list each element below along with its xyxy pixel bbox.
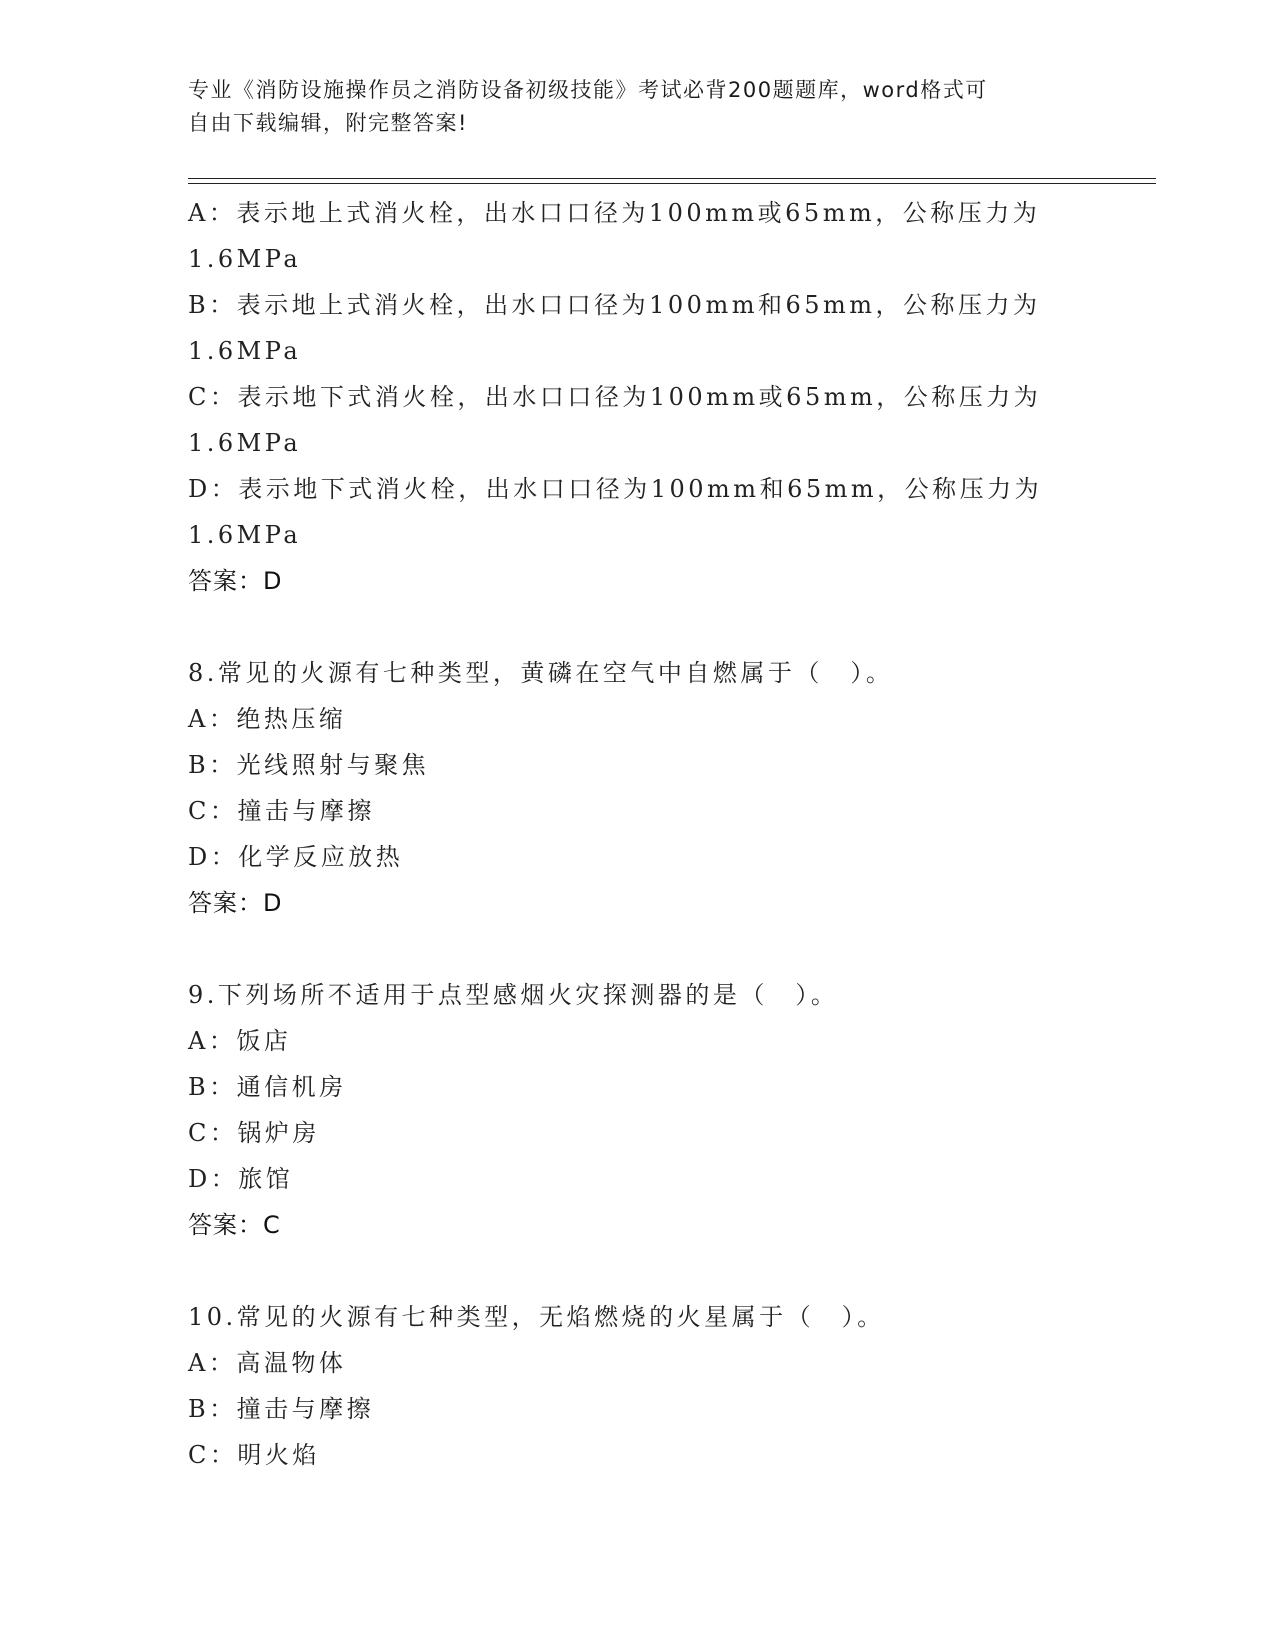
question-content: [188, 190, 1088, 1478]
question-7-block: [188, 190, 1088, 604]
q7-option-d-line-2: 1.6MPa: [188, 521, 302, 549]
q7-option-b-line-2: 1.6MPa: [188, 337, 302, 365]
q10-option-c: C：明火焰: [188, 1441, 320, 1469]
question-8-block: [188, 650, 1088, 926]
document-header: [188, 74, 1068, 140]
q7-option-d-line-1: D：表示地下式消火栓，出水口口径为100mm和65mm，公称压力为: [188, 475, 1043, 503]
q7-option-b-line-1: B：表示地上式消火栓，出水口口径为100mm和65mm，公称压力为: [188, 291, 1041, 319]
header-line-2: 自由下载编辑，附完整答案!: [188, 111, 468, 135]
q10-question: 10.常见的火源有七种类型，无焰燃烧的火星属于（ ）。: [188, 1303, 885, 1331]
q9-option-a: A：饭店: [188, 1027, 292, 1055]
q10-option-a: A：高温物体: [188, 1349, 347, 1377]
header-divider-bottom: [188, 183, 1156, 184]
header-line-1: 专业《消防设施操作员之消防设备初级技能》考试必背200题题库，word格式可: [188, 78, 988, 102]
q9-option-c: C：锅炉房: [188, 1119, 320, 1147]
q7-option-a-line-1: A：表示地上式消火栓，出水口口径为100mm或65mm，公称压力为: [188, 199, 1041, 227]
q9-question: 9.下列场所不适用于点型感烟火灾探测器的是（ ）。: [188, 981, 839, 1009]
spacer: [188, 1248, 1088, 1294]
q7-option-a-line-2: 1.6MPa: [188, 245, 302, 273]
q9-answer: 答案：C: [188, 1211, 281, 1239]
q8-answer: 答案：D: [188, 889, 283, 917]
q10-option-b: B：撞击与摩擦: [188, 1395, 375, 1423]
q8-option-d: D：化学反应放热: [188, 843, 404, 871]
q9-option-d: D：旅馆: [188, 1165, 294, 1193]
q8-option-a: A：绝热压缩: [188, 705, 347, 733]
q8-question: 8.常见的火源有七种类型，黄磷在空气中自燃属于（ ）。: [188, 659, 894, 687]
q7-answer: 答案：D: [188, 567, 283, 595]
question-10-block: [188, 1294, 1088, 1478]
q7-option-c-line-2: 1.6MPa: [188, 429, 302, 457]
q9-option-b: B：通信机房: [188, 1073, 347, 1101]
q8-option-b: B：光线照射与聚焦: [188, 751, 430, 779]
spacer: [188, 604, 1088, 650]
q8-option-c: C：撞击与摩擦: [188, 797, 375, 825]
header-divider-top: [188, 178, 1156, 179]
q7-option-c-line-1: C：表示地下式消火栓，出水口口径为100mm或65mm，公称压力为: [188, 383, 1042, 411]
question-9-block: [188, 972, 1088, 1248]
spacer: [188, 926, 1088, 972]
